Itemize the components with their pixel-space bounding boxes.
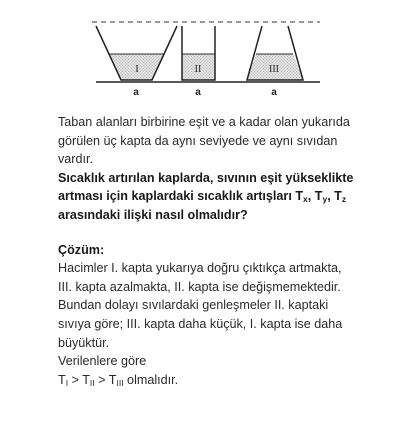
solution-line-6: Verilenlere göre: [58, 354, 147, 369]
question-line-2: artması için kaplardaki sıcaklık artışları $T_x$, $T_y$, $T_z$: [58, 189, 347, 205]
container-3: [247, 26, 303, 98]
intro-line-1: Taban alanları birbirine eşit ve a kadar olan yukarıda: [58, 115, 350, 129]
solution-result: $T_I > T_{II} > T_{III}$ olmalıdır.: [58, 372, 179, 388]
question-line-1: Sıcaklık artırılan kaplarda, sıvının eşit yükseklikte: [58, 170, 354, 185]
solution-line-2: III. kapta azalmakta, II. kapta ise değişmemektedir.: [58, 279, 341, 294]
container-1-label: I: [135, 64, 139, 75]
container-2-label: II: [194, 64, 202, 75]
container-2-base-label: a: [195, 87, 201, 98]
container-1-base-label: a: [133, 87, 139, 98]
container-3-base-label: a: [271, 87, 277, 98]
question-line-3: arasındaki ilişki nasıl olmalıdır?: [58, 207, 248, 222]
solution-line-1: Hacimler I. kapta yukarıya doğru çıktıkça artmakta,: [58, 261, 342, 276]
container-3-label: III: [269, 64, 279, 75]
intro-line-3: vardır.: [58, 152, 93, 167]
solution-line-3: Bundan dolayı sıvılardaki genleşmeler II. kaptaki: [58, 298, 329, 313]
intro-line-2: görülen üç kapta da aynı seviyede ve aynı sıvıdan: [58, 133, 338, 148]
container-2: [182, 26, 215, 98]
solution-line-4: sıvıya göre; III. kapta daha küçük, I. kapta ise daha: [58, 316, 343, 331]
container-1: [96, 26, 177, 98]
solution-heading: Çözüm:: [58, 242, 105, 257]
solution-line-5: büyüktür.: [58, 335, 110, 350]
containers-figure: [0, 0, 414, 100]
text-block: [58, 113, 378, 389]
